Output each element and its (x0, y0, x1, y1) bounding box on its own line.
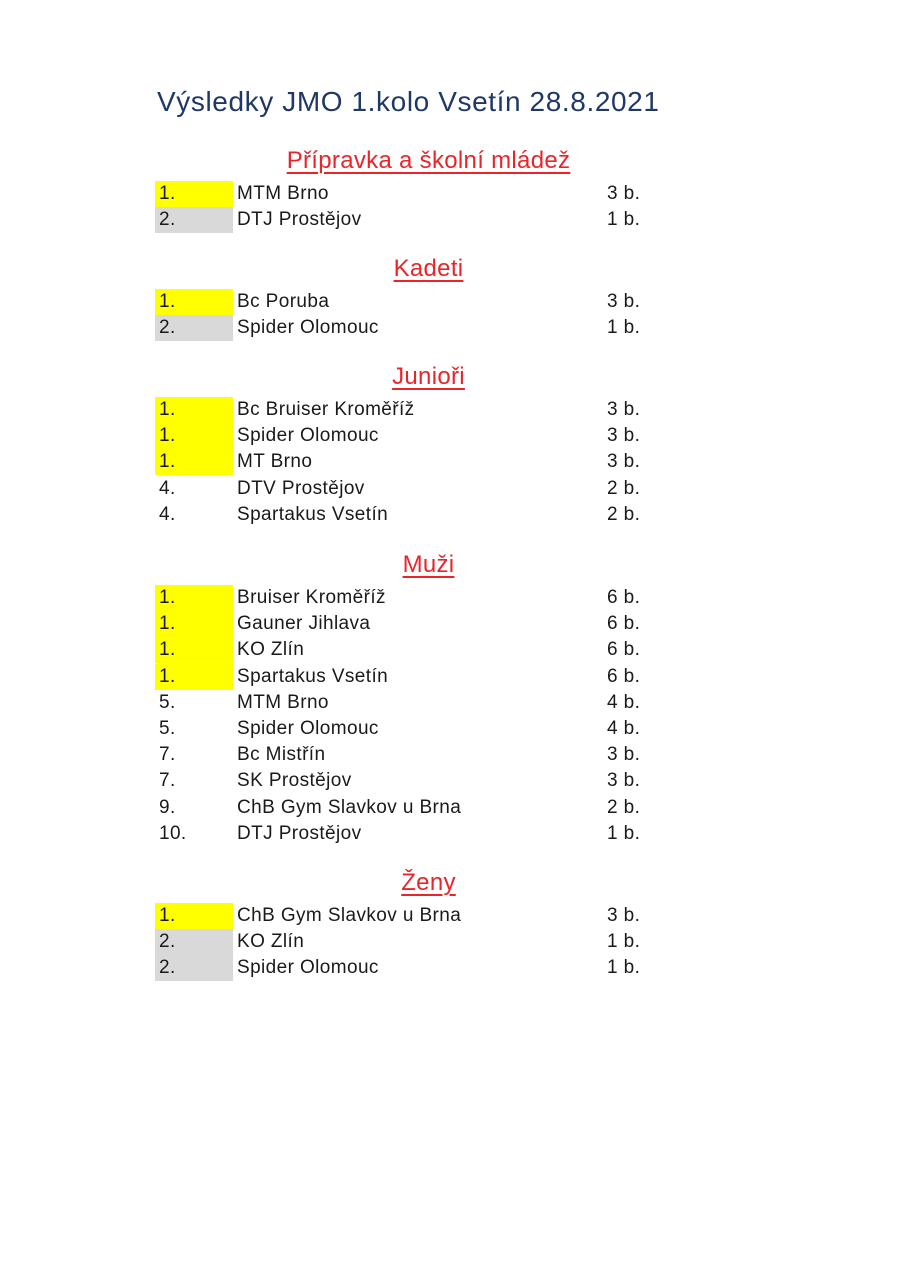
points-value: 1 b. (607, 209, 641, 231)
result-row (0, 397, 900, 423)
team-name: MT Brno (237, 451, 313, 473)
rank-cell: 2. (155, 929, 233, 955)
rank-cell: 2. (155, 955, 233, 981)
rank-cell: 5. (159, 718, 176, 739)
result-row (0, 637, 900, 663)
result-row (0, 690, 900, 716)
rank-cell: 2. (155, 207, 233, 233)
team-name: Bruiser Kroměříž (237, 587, 386, 608)
team-name: Gauner Jihlava (237, 613, 371, 635)
team-name: Spider Olomouc (237, 317, 379, 339)
team-name: Spartakus Vsetín (237, 503, 389, 525)
points-value: 6 b. (607, 639, 641, 661)
result-row (0, 423, 900, 449)
rank-cell: 4. (159, 477, 176, 499)
team-name: Bc Poruba (237, 291, 330, 312)
result-row (0, 716, 900, 742)
points-value: 3 b. (607, 425, 641, 447)
result-row (0, 315, 900, 341)
result-row (0, 611, 900, 637)
section-heading: Junioři (392, 363, 465, 390)
points-value: 3 b. (607, 451, 641, 473)
section-heading: Ženy (401, 869, 456, 896)
points-value: 3 b. (607, 399, 641, 420)
team-name: ChB Gym Slavkov u Brna (237, 905, 462, 926)
points-value: 3 b. (607, 770, 641, 792)
result-row (0, 449, 900, 475)
points-value: 1 b. (607, 317, 641, 339)
points-value: 2 b. (607, 503, 641, 525)
rank-cell: 1. (155, 181, 233, 207)
result-row (0, 181, 900, 207)
rank-cell: 7. (159, 744, 176, 766)
points-value: 2 b. (607, 796, 641, 818)
rank-cell: 7. (159, 770, 176, 792)
rank-cell: 1. (155, 611, 233, 637)
points-value: 3 b. (607, 183, 641, 204)
points-value: 6 b. (607, 665, 641, 687)
team-name: Spartakus Vsetín (237, 665, 389, 687)
rank-cell: 5. (159, 691, 176, 713)
result-row (0, 821, 900, 847)
result-row (0, 664, 900, 690)
team-name: Spider Olomouc (237, 425, 379, 447)
team-name: DTV Prostějov (237, 477, 365, 499)
section-heading: Muži (402, 551, 455, 578)
points-value: 3 b. (607, 291, 641, 312)
team-name: MTM Brno (237, 183, 329, 204)
points-value: 2 b. (607, 477, 641, 499)
result-row (0, 207, 900, 233)
points-value: 1 b. (607, 822, 641, 844)
points-value: 6 b. (607, 613, 641, 635)
result-row (0, 585, 900, 611)
result-row (0, 742, 900, 768)
rank-cell: 1. (155, 585, 233, 611)
result-row (0, 289, 900, 315)
rank-cell: 1. (155, 423, 233, 449)
rank-cell: 1. (155, 397, 233, 423)
rank-cell: 2. (155, 315, 233, 341)
section-heading: Kadeti (393, 255, 464, 282)
points-value: 3 b. (607, 905, 641, 926)
rank-cell: 1. (155, 903, 233, 929)
points-value: 4 b. (607, 718, 641, 739)
result-row (0, 955, 900, 981)
team-name: Spider Olomouc (237, 957, 379, 979)
team-name: MTM Brno (237, 691, 329, 713)
result-row (0, 502, 900, 528)
rank-cell: 10. (159, 822, 187, 844)
team-name: ChB Gym Slavkov u Brna (237, 796, 462, 818)
team-name: Bc Mistřín (237, 744, 326, 766)
rank-cell: 1. (155, 664, 233, 690)
points-value: 1 b. (607, 957, 641, 979)
result-row (0, 929, 900, 955)
points-value: 1 b. (607, 931, 641, 953)
rank-cell: 1. (155, 637, 233, 663)
team-name: KO Zlín (237, 931, 305, 953)
result-row (0, 903, 900, 929)
points-value: 6 b. (607, 587, 641, 608)
team-name: Spider Olomouc (237, 718, 379, 739)
rank-cell: 1. (155, 449, 233, 475)
page-title: Výsledky JMO 1.kolo Vsetín 28.8.2021 (157, 86, 660, 117)
rank-cell: 9. (159, 796, 176, 818)
team-name: SK Prostějov (237, 770, 352, 792)
team-name: DTJ Prostějov (237, 822, 362, 844)
result-row (0, 768, 900, 794)
team-name: DTJ Prostějov (237, 209, 362, 231)
result-row (0, 476, 900, 502)
team-name: KO Zlín (237, 639, 305, 661)
points-value: 4 b. (607, 691, 641, 713)
team-name: Bc Bruiser Kroměříž (237, 399, 415, 420)
section-heading: Přípravka a školní mládež (286, 147, 571, 174)
rank-cell: 4. (159, 503, 176, 525)
result-row (0, 795, 900, 821)
rank-cell: 1. (155, 289, 233, 315)
points-value: 3 b. (607, 744, 641, 766)
